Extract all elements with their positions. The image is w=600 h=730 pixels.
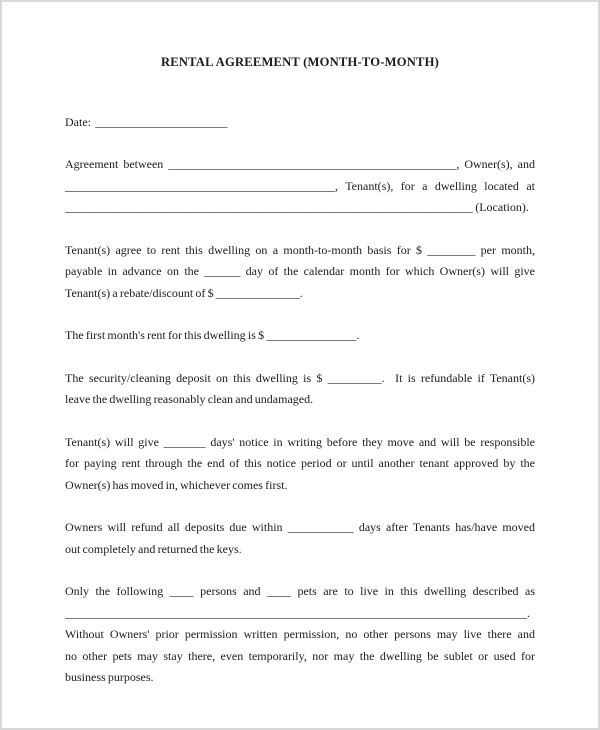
paragraph-date (65, 112, 535, 134)
date-fill-in-line: Date: ______________________ (65, 114, 228, 129)
move-out-notice-line-2: for paying rent through the end of this notice period or until another tenant approved by the (65, 456, 535, 470)
paragraph-parties (65, 154, 535, 219)
document-title: RENTAL AGREEMENT (MONTH-TO-MONTH) (160, 55, 440, 69)
parties-line-location: ____________________________________________________________________ (Location). (65, 200, 529, 214)
security-deposit-line-2: leave the dwelling reasonably clean and undamaged. (65, 392, 314, 406)
occupancy-line-3: Without Owners' prior permission written permission, no other persons may live there and (65, 627, 535, 641)
occupancy-line-5: business purposes. (65, 670, 154, 684)
rent-terms-line-1: Tenant(s) agree to rent this dwelling on a month-to-month basis for $ ________ per month, (65, 242, 535, 257)
occupancy-line-4: no other pets may stay there, even temporarily, nor may the dwelling be sublet or used for (65, 648, 535, 663)
paragraph-move-out-notice (65, 432, 535, 497)
paragraph-first-month-rent (65, 325, 535, 347)
move-out-notice-line-1: Tenant(s) will give _______ days' notice in writing before they move and will be responsible (65, 434, 535, 449)
deposit-refund-line-2: out completely and returned the keys. (65, 541, 242, 556)
rent-terms-line-2: payable in advance on the ______ day of the calendar month for which Owner(s) will give (65, 264, 535, 278)
rent-terms-line-3: Tenant(s) a rebate/discount of $ ______________. (65, 285, 303, 300)
first-month-rent-line: The first month's rent for this dwelling is $ _______________. (65, 328, 360, 342)
paragraph-security-deposit (65, 368, 535, 411)
occupancy-line-1: Only the following ____ persons and ____ pets are to live in this dwelling described as (65, 584, 535, 598)
paragraph-deposit-refund (65, 517, 535, 560)
parties-line-owner: Agreement between ________________________________________________, Owner(s), and (65, 157, 535, 171)
parties-line-tenant: _____________________________________________, Tenant(s), for a dwelling located at (65, 178, 535, 193)
move-out-notice-line-3: Owner(s) has moved in, whichever comes first. (65, 477, 288, 492)
paragraph-rent-terms (65, 240, 535, 305)
occupancy-description-blank-line: _____________________________________________________________________________. (65, 605, 530, 620)
paragraph-occupancy (65, 581, 535, 689)
security-deposit-line-1: The security/cleaning deposit on this dwelling is $ _________. It is refundable if Tenant(s) (65, 370, 535, 385)
deposit-refund-line-1: Owners will refund all deposits due within ___________ days after Tenants has/have moved (65, 520, 535, 534)
